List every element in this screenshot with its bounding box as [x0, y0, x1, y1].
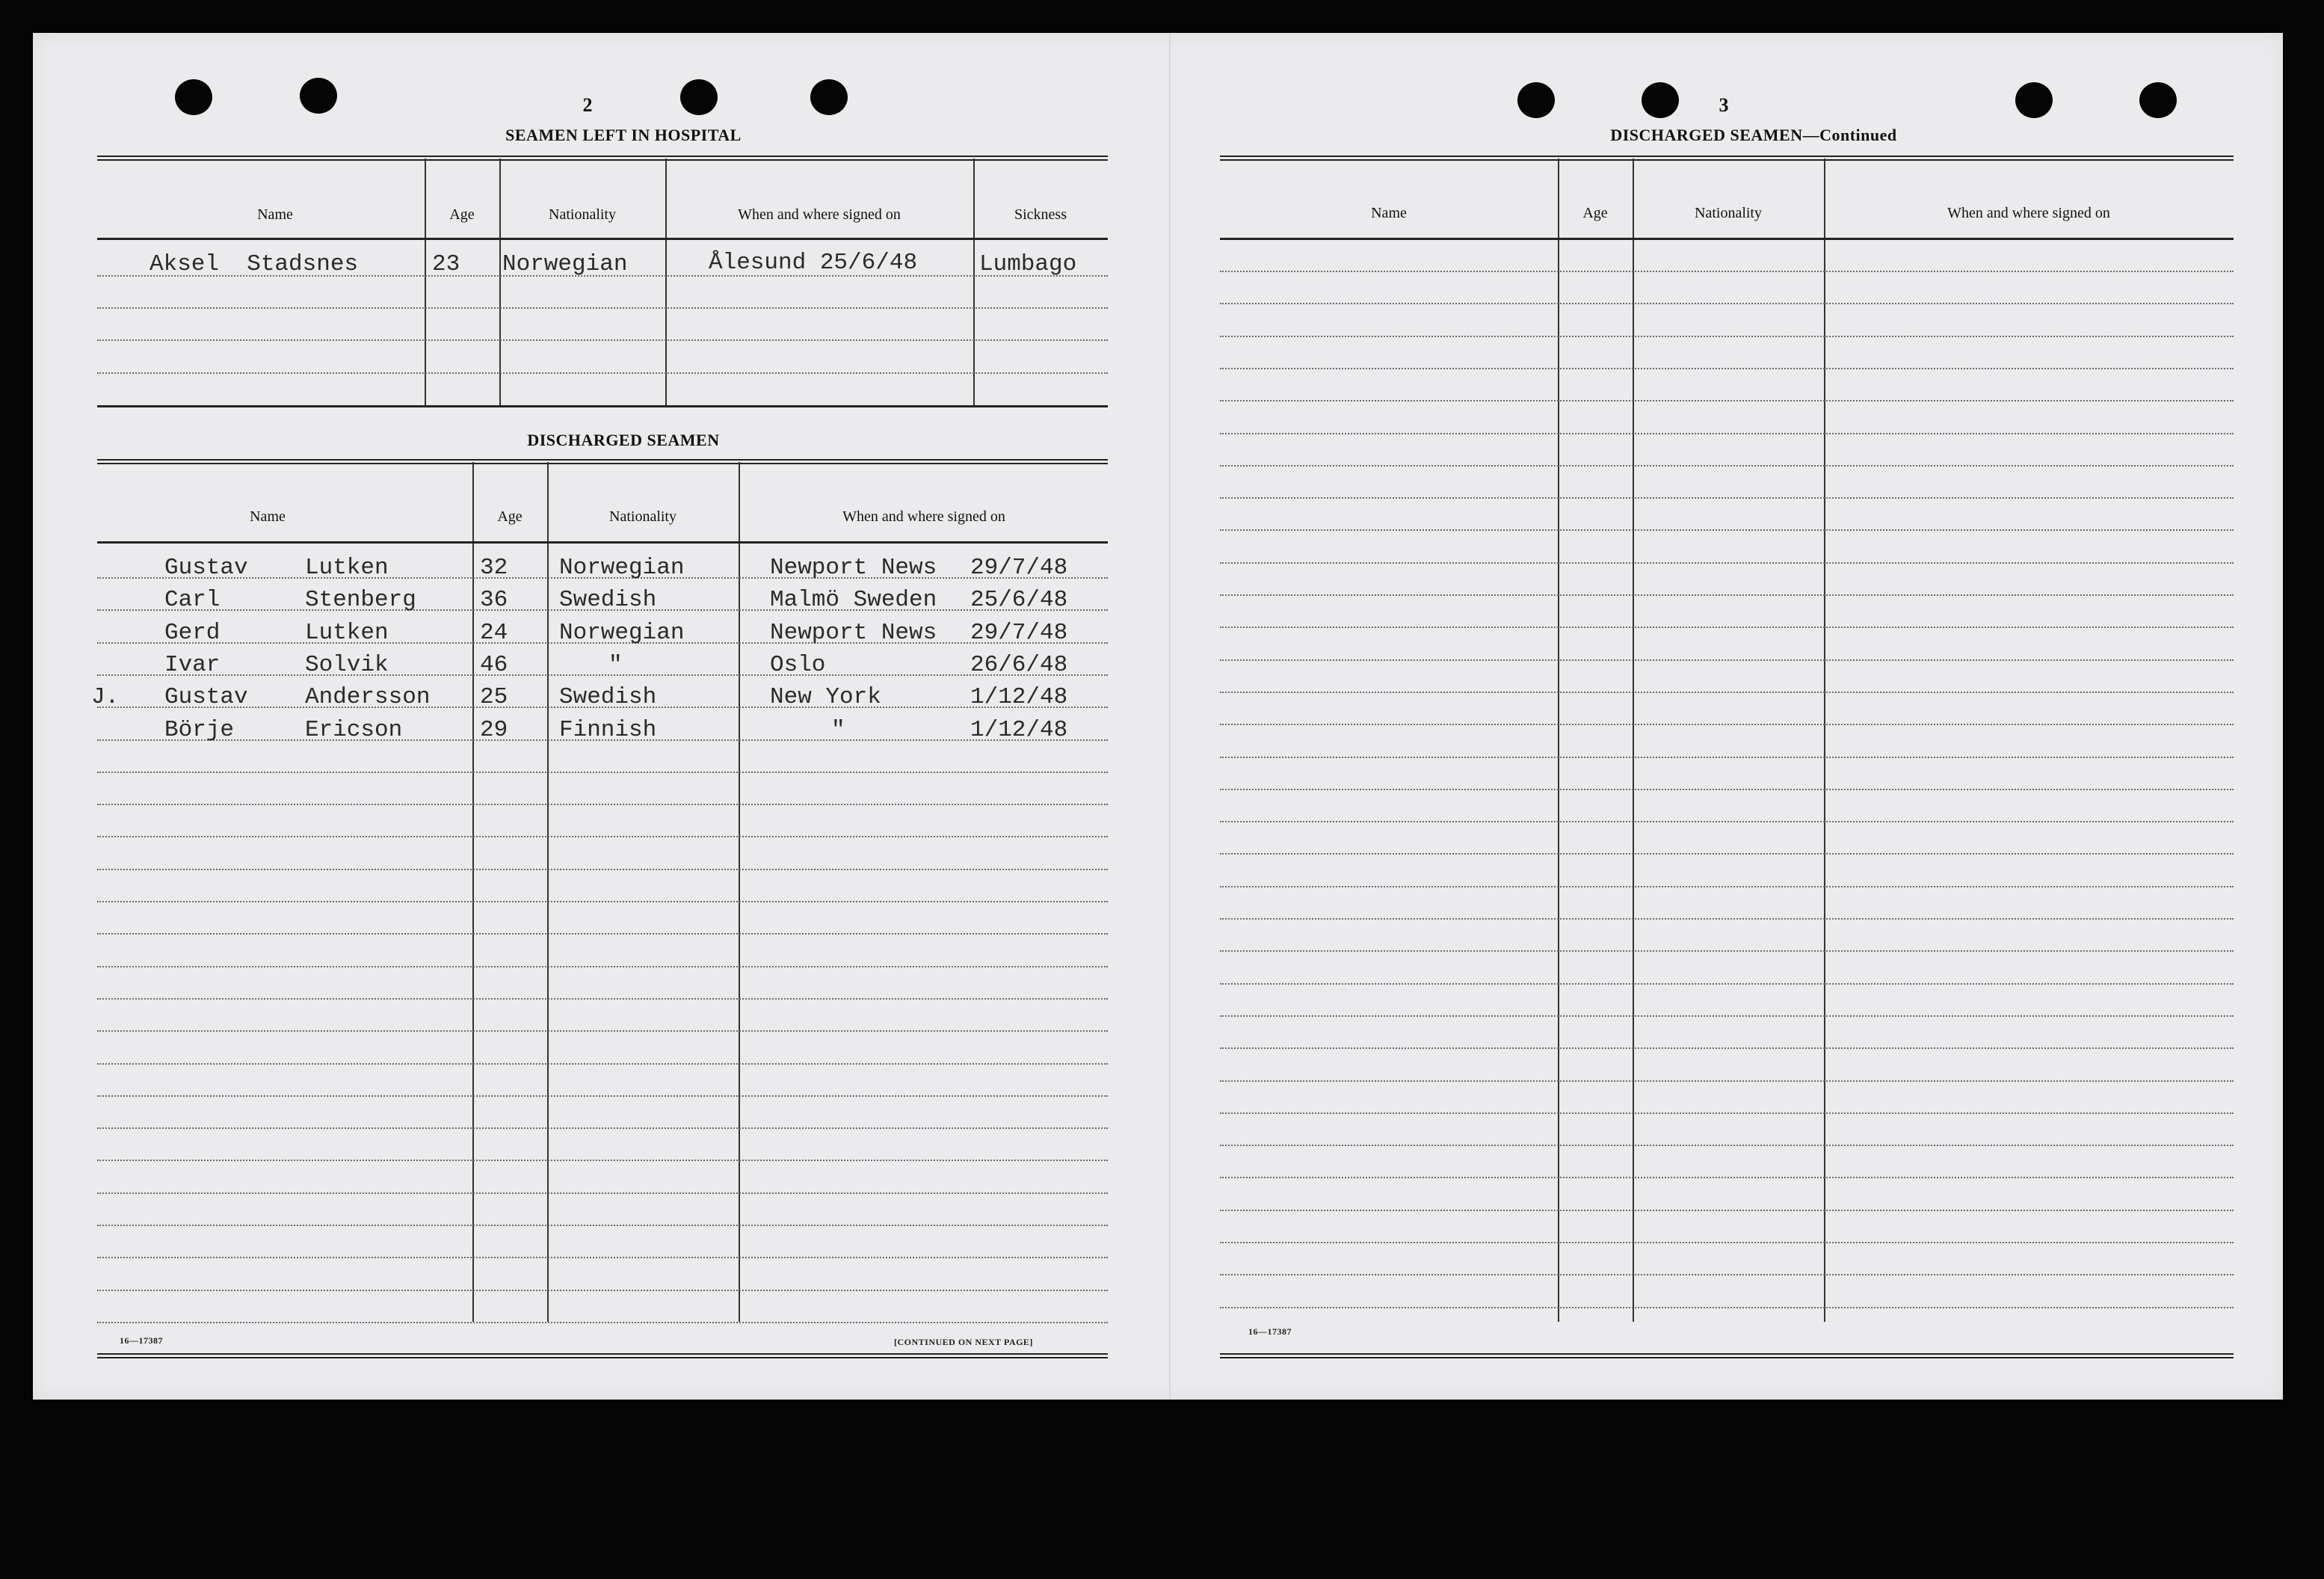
- seaman-age: 36: [480, 587, 508, 614]
- punch-hole: [2015, 82, 2053, 118]
- seaman-signed-place: Malmö Sweden: [770, 587, 937, 614]
- col-header-age: Age: [497, 508, 523, 525]
- dotted-rule: [97, 1095, 1108, 1097]
- seaman-signed-date: 25/6/48: [970, 587, 1068, 614]
- dotted-rule: [1220, 918, 2234, 920]
- dotted-rule: [1220, 271, 2234, 272]
- dotted-rule: [97, 933, 1108, 935]
- seaman-first-name: Gustav: [164, 684, 248, 711]
- col-header-name: Name: [1371, 205, 1407, 221]
- col-header-nationality: Nationality: [609, 508, 676, 525]
- seaman-first-name: Börje: [164, 716, 235, 743]
- discharged-section-title: DISCHARGED SEAMEN: [527, 431, 720, 449]
- hospital-row-nationality: Norwegian: [502, 251, 628, 277]
- seaman-signed-date: 29/7/48: [970, 555, 1068, 581]
- dotted-rule: [97, 1322, 1108, 1323]
- form-number-right: 16—17387: [1248, 1326, 1292, 1337]
- dotted-rule: [97, 998, 1108, 1000]
- dotted-rule: [1220, 983, 2234, 985]
- dotted-rule: [97, 1257, 1108, 1258]
- col-header-name: Name: [250, 508, 286, 525]
- seaman-prefix: J.: [91, 684, 120, 711]
- seaman-signed-place: Oslo: [770, 651, 826, 678]
- punch-hole: [810, 79, 848, 115]
- dotted-rule: [1220, 594, 2234, 596]
- seaman-signed-place: Newport News: [770, 619, 937, 646]
- col-header-nationality: Nationality: [549, 206, 616, 223]
- col-header-name: Name: [257, 206, 293, 223]
- dotted-rule: [1220, 1080, 2234, 1082]
- seaman-nationality: ": [608, 651, 623, 678]
- seaman-nationality: Norwegian: [559, 619, 685, 646]
- dotted-rule: [1220, 400, 2234, 401]
- dotted-rule: [97, 674, 1108, 676]
- dotted-rule: [1220, 659, 2234, 661]
- hospital-row-age: 23: [432, 251, 460, 277]
- dotted-rule: [1220, 950, 2234, 952]
- seaman-nationality: Swedish: [559, 587, 657, 614]
- dotted-rule: [1220, 853, 2234, 855]
- seaman-first-name: Gerd: [164, 619, 221, 646]
- punch-hole: [1642, 82, 1679, 118]
- seaman-last-name: Solvik: [305, 651, 389, 678]
- right-page-number: 3: [1719, 94, 1729, 116]
- seaman-age: 46: [480, 651, 508, 678]
- hospital-row-sickness: Lumbago: [979, 251, 1077, 277]
- dotted-rule: [97, 804, 1108, 805]
- seaman-last-name: Lutken: [305, 619, 389, 646]
- seaman-last-name: Andersson: [305, 684, 431, 711]
- right-section-title: DISCHARGED SEAMEN—Continued: [1610, 126, 1897, 144]
- dotted-rule: [97, 836, 1108, 837]
- dotted-rule: [1220, 724, 2234, 725]
- dotted-rule: [1220, 821, 2234, 822]
- hospital-row-name: Aksel Stadsnes: [150, 251, 359, 277]
- seaman-signed-date: 29/7/48: [970, 619, 1068, 646]
- seaman-signed-date: 26/6/48: [970, 651, 1068, 678]
- dotted-rule: [97, 966, 1108, 967]
- punch-hole: [175, 79, 212, 115]
- seaman-first-name: Ivar: [164, 651, 221, 678]
- punch-hole: [2139, 82, 2177, 118]
- col-header-signed-on: When and where signed on: [738, 206, 901, 223]
- col-header-nationality: Nationality: [1695, 205, 1762, 221]
- dotted-rule: [1220, 529, 2234, 531]
- dotted-rule: [1220, 433, 2234, 434]
- seaman-age: 32: [480, 555, 508, 581]
- hospital-table: [97, 156, 1108, 441]
- seaman-first-name: Carl: [164, 587, 221, 614]
- seaman-signed-place: New York: [770, 684, 881, 711]
- dotted-rule: [1220, 757, 2234, 758]
- dotted-rule: [97, 869, 1108, 870]
- dotted-rule: [1220, 1242, 2234, 1243]
- col-header-sickness: Sickness: [1014, 206, 1067, 223]
- discharged-table: [91, 459, 1108, 1364]
- dotted-rule: [1220, 1112, 2234, 1114]
- seaman-signed-date: 1/12/48: [970, 684, 1068, 711]
- seaman-last-name: Stenberg: [305, 587, 416, 614]
- dotted-rule: [1220, 692, 2234, 693]
- dotted-rule: [1220, 1145, 2234, 1146]
- dotted-rule: [1220, 886, 2234, 887]
- col-header-signed-on: When and where signed on: [1947, 205, 2110, 221]
- seaman-nationality: Finnish: [559, 716, 657, 743]
- seaman-last-name: Ericson: [305, 716, 403, 743]
- dotted-rule: [1220, 627, 2234, 628]
- dotted-rule: [1220, 1274, 2234, 1275]
- punch-hole: [680, 79, 718, 115]
- dotted-rule: [1220, 465, 2234, 467]
- dotted-rule: [97, 1063, 1108, 1065]
- dotted-rule: [1220, 1210, 2234, 1211]
- dotted-rule: [97, 1225, 1108, 1226]
- seaman-signed-place: ": [831, 716, 845, 743]
- seaman-age: 24: [480, 619, 508, 646]
- dotted-rule: [1220, 789, 2234, 790]
- col-header-age: Age: [449, 206, 475, 223]
- dotted-rule: [1220, 562, 2234, 564]
- seaman-signed-place: Newport News: [770, 555, 937, 581]
- col-header-age: Age: [1582, 205, 1608, 221]
- seaman-first-name: Gustav: [164, 555, 248, 581]
- punch-hole: [300, 78, 337, 114]
- dotted-rule: [97, 1192, 1108, 1194]
- punch-hole: [1517, 82, 1555, 118]
- seaman-last-name: Lutken: [305, 555, 389, 581]
- col-header-signed-on: When and where signed on: [842, 508, 1005, 525]
- left-page-number: 2: [582, 94, 593, 116]
- dotted-rule: [97, 1127, 1108, 1129]
- seaman-age: 25: [480, 684, 508, 711]
- dotted-rule: [1220, 303, 2234, 304]
- hospital-row-signed-on: Ålesund 25/6/48: [709, 250, 918, 276]
- dotted-rule: [1220, 1047, 2234, 1049]
- dotted-rule: [97, 1160, 1108, 1161]
- hospital-section-title: SEAMEN LEFT IN HOSPITAL: [505, 126, 742, 144]
- manifest-sheet: [33, 33, 2283, 1400]
- seaman-signed-date: 1/12/48: [970, 716, 1068, 743]
- dotted-rule: [1220, 1177, 2234, 1178]
- seaman-nationality: Norwegian: [559, 555, 685, 581]
- dotted-rule: [1220, 1307, 2234, 1308]
- center-fold: [1169, 33, 1171, 1400]
- dotted-rule: [1220, 1015, 2234, 1017]
- form-number-left: 16—17387: [120, 1335, 163, 1346]
- dotted-rule: [1220, 497, 2234, 499]
- dotted-rule: [97, 1290, 1108, 1291]
- continued-note: [CONTINUED ON NEXT PAGE]: [894, 1337, 1033, 1347]
- seaman-nationality: Swedish: [559, 684, 657, 711]
- dotted-rule: [97, 901, 1108, 902]
- seaman-age: 29: [480, 716, 508, 743]
- dotted-rule: [97, 772, 1108, 773]
- dotted-rule: [1220, 368, 2234, 369]
- discharged-continued-table: [1220, 156, 2234, 1367]
- dotted-rule: [97, 1030, 1108, 1032]
- dotted-rule: [1220, 336, 2234, 337]
